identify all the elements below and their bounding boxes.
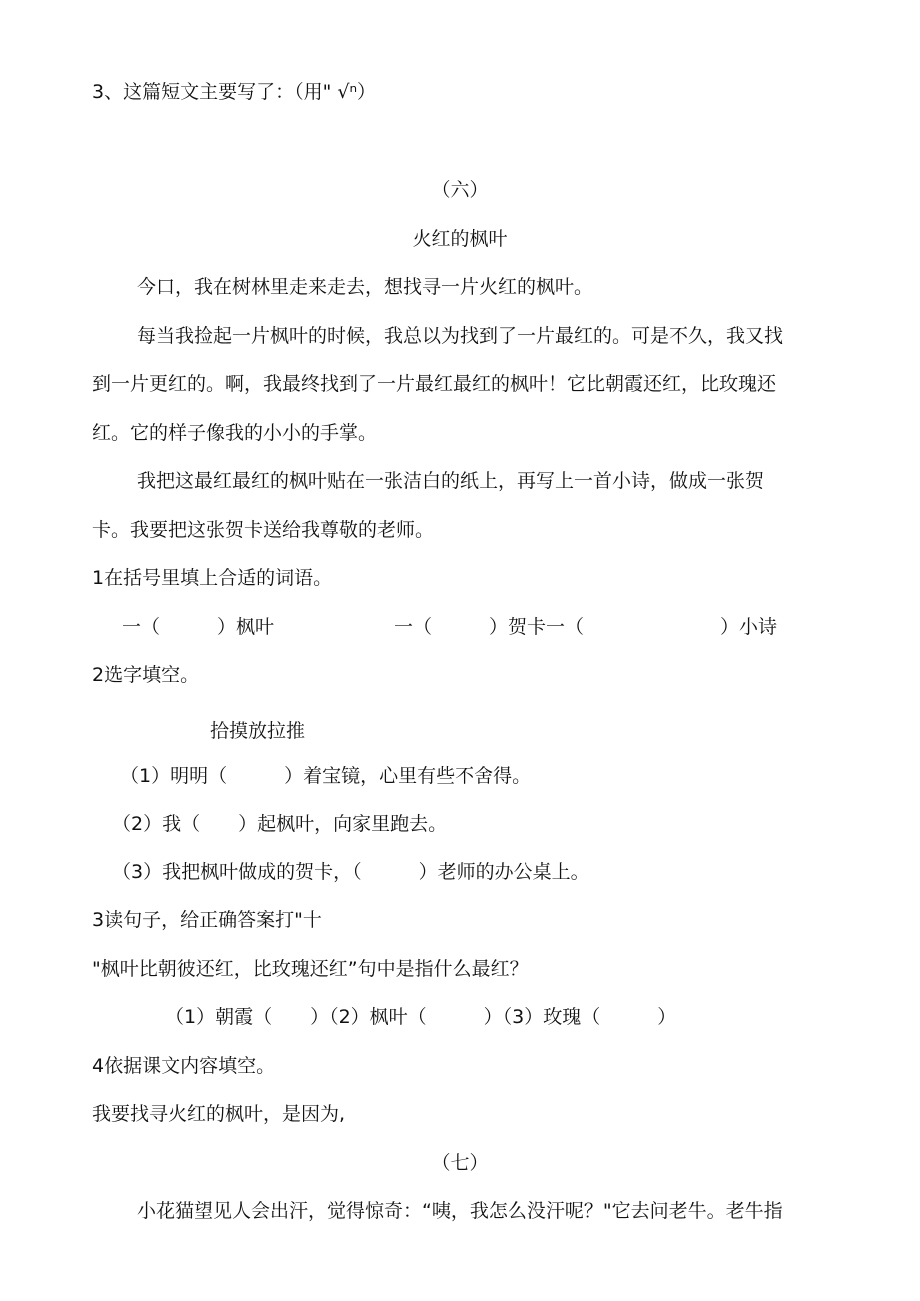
- question-1-blank-a: 一（ ）枫叶: [122, 616, 275, 638]
- paragraph-1: 今口，我在树林里走来走去，想找寻一片火红的枫叶。: [137, 276, 594, 298]
- question-2-item-3: （3）我把枫叶做成的贺卡，（ ）老师的办公桌上。: [112, 861, 590, 883]
- question-3-prompt: 3、这篇短文主要写了：（用" √ⁿ）: [92, 81, 377, 103]
- question-3: 3读句子，给正确答案打"十: [92, 909, 322, 931]
- paragraph-3-line-1: 我把这最红最红的枫叶贴在一张洁白的纸上，再写上一首小诗，做成一张贺: [137, 470, 765, 492]
- question-4-line: 我要找寻火红的枫叶，是因为,: [92, 1103, 346, 1125]
- question-1-blank-b: 一（ ）贺卡一（: [394, 616, 585, 638]
- question-4: 4依据课文内容填空。: [92, 1055, 276, 1077]
- paragraph-2-line-2: 到一片更红的。啊，我最终找到了一片最红最红的枫叶！它比朝霞还红，比玫瑰还: [92, 373, 777, 395]
- section-6-number: （六）: [431, 179, 489, 201]
- paragraph-2-line-3: 红。它的样子像我的小小的手掌。: [92, 422, 378, 444]
- question-2-choices: 拾摸放拉推: [210, 720, 306, 742]
- question-2: 2选字填空。: [92, 664, 200, 686]
- section-7-paragraph-1: 小花猫望见人会出汗，觉得惊奇：“咦，我怎么没汗呢？"它去问老牛。老牛指: [137, 1200, 783, 1222]
- paragraph-2-line-1: 每当我捡起一片枫叶的时候，我总以为找到了一片最红的。可是不久，我又找: [137, 325, 784, 347]
- question-3-sentence: "枫叶比朝彼还红，比玫瑰还红”句中是指什么最红？: [92, 958, 529, 980]
- question-2-item-1: （1）明明（ ）着宝镜，心里有些不舍得。: [120, 765, 532, 787]
- question-3-options: （1）朝霞（ ）（2）枫叶（ ）（3）玫瑰（ ）: [165, 1006, 677, 1028]
- section-6-title: 火红的枫叶: [412, 228, 508, 250]
- paragraph-3-line-2: 卡。我要把这张贺卡送给我尊敬的老师。: [92, 519, 435, 541]
- section-7-number: （七）: [431, 1152, 489, 1174]
- question-2-item-2: （2）我（ ）起枫叶，向家里跑去。: [112, 813, 448, 835]
- question-1-blank-c: ）小诗: [720, 616, 778, 638]
- question-1: 1在括号里填上合适的词语。: [92, 567, 333, 589]
